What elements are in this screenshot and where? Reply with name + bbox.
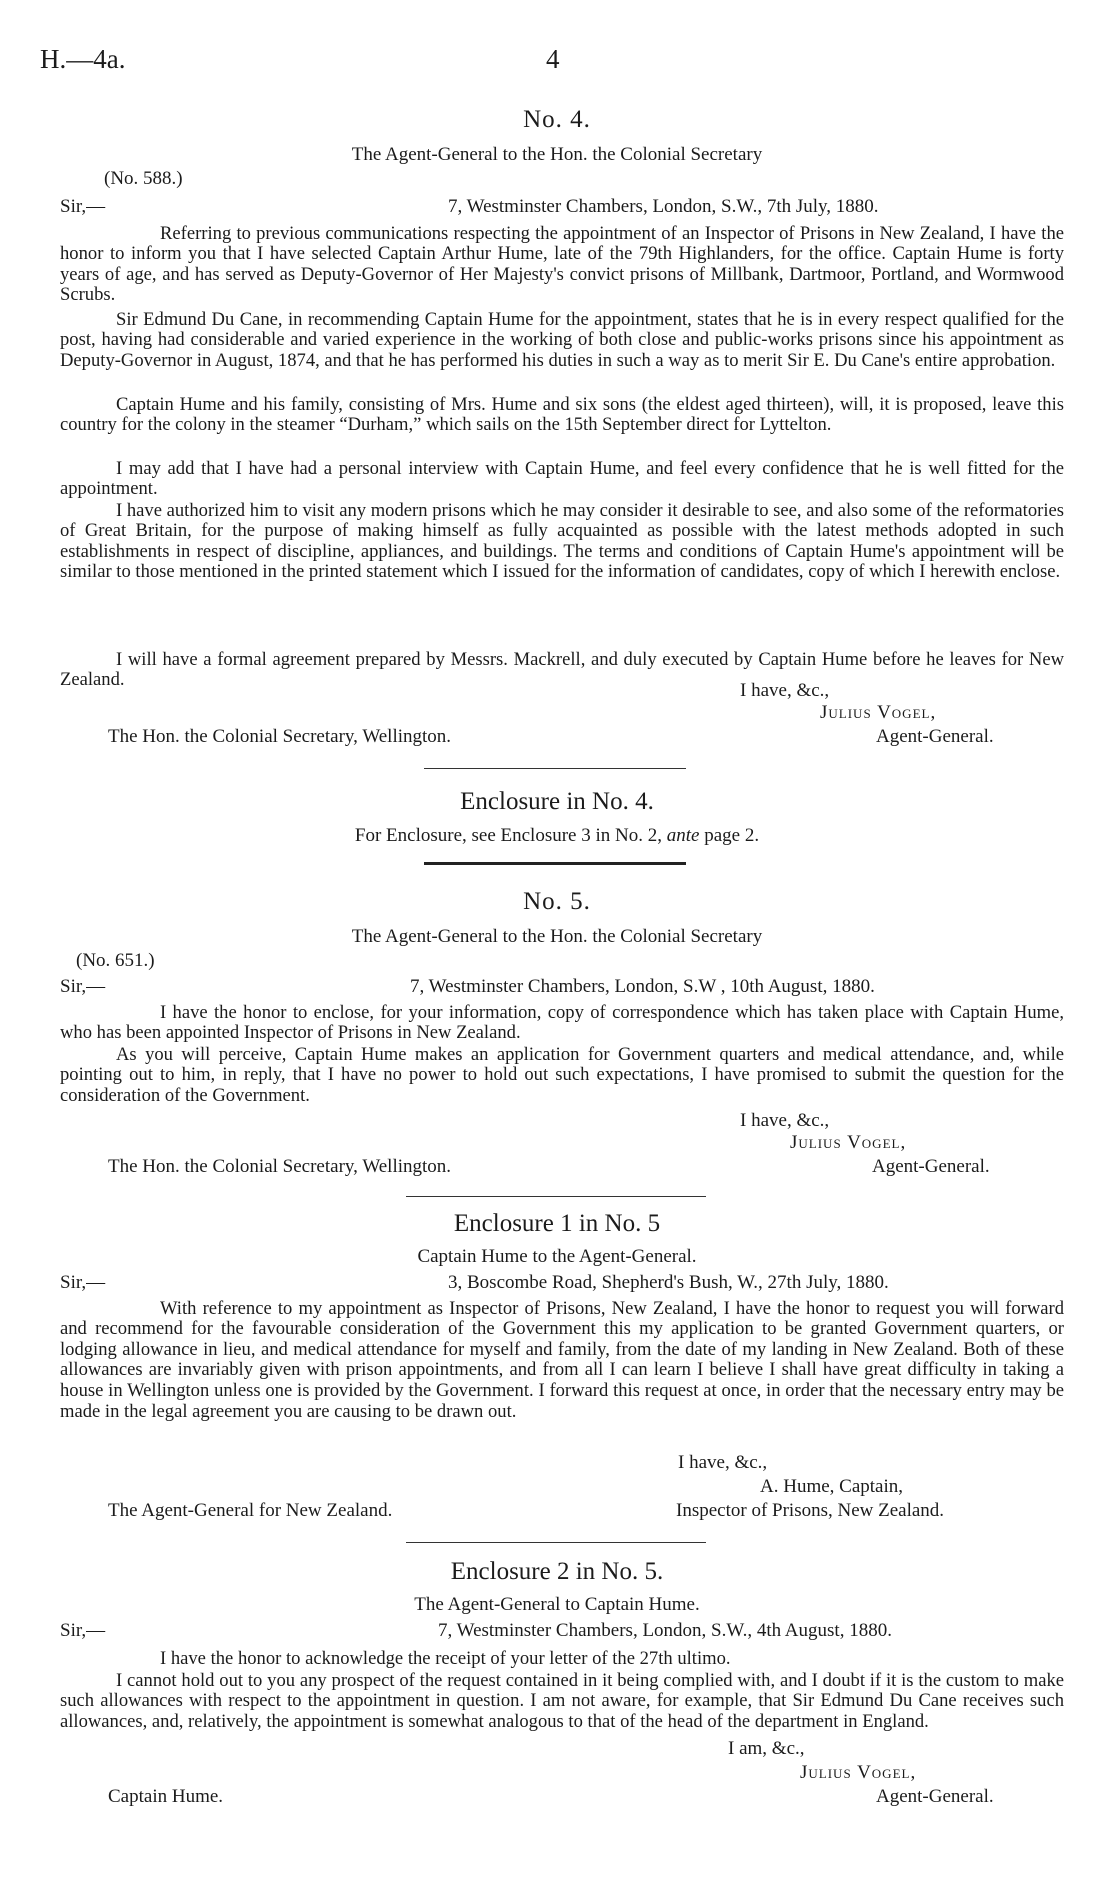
signature: Julius Vogel, xyxy=(790,1132,907,1153)
addressee: The Agent-General for New Zealand. xyxy=(108,1500,393,1521)
addressee: The Hon. the Colonial Secretary, Wellington. xyxy=(108,726,452,747)
section-divider xyxy=(424,768,686,769)
enclosure-title: Enclosure 2 in No. 5. xyxy=(450,1558,664,1585)
letter-address-date: 7, Westminster Chambers, London, S.W., 7th July, 1880. xyxy=(448,196,879,217)
salutation: Sir,— xyxy=(60,1620,106,1641)
letter-heading: The Agent-General to the Hon. the Colonial Secretary xyxy=(351,926,763,947)
enclosure-note-page: page 2. xyxy=(704,825,760,846)
letter-address-date: 7, Westminster Chambers, London, S.W., 4th August, 1880. xyxy=(438,1620,892,1641)
signature: A. Hume, Captain, xyxy=(760,1476,904,1497)
enclosure-note xyxy=(0,825,1114,847)
paragraph: With reference to my appointment as Inspector of Prisons, New Zealand, I have the honor to request you will forward and recommend for the favourable consideration of the Government this my application to be granted Government quarters, or lodging allowance in lieu, and medical attendance for myself and family, from the date of my landing in New Zealand. Both of these allowances are invariably given with prison appointments, and from all I can learn I believe I shall have great difficulty in taking a house in Wellington unless one is provided by the Government. I forward this request at once, in order that the necessary entry may be made in the legal agreement you are causing to be drawn out. xyxy=(60,1297,1064,1422)
closing: I have, &c., xyxy=(740,1110,830,1131)
page-number: 4 xyxy=(546,44,560,74)
section-divider xyxy=(406,1542,706,1543)
signer-title: Agent-General. xyxy=(872,1156,990,1177)
letter-number: (No. 588.) xyxy=(104,168,183,189)
section-divider xyxy=(406,1196,706,1197)
enclosure-title: Enclosure in No. 4. xyxy=(460,788,654,815)
paragraph: I have authorized him to visit any modern prisons which he may consider it desirable to see, and also some of the reformatories of Great Britain, for the purpose of making himself as fully acquainted as possible with the latest methods adopted in such establishments in respect of discipline, appliances, and buildings. The terms and conditions of Captain Hume's appointment will be similar to those mentioned in the printed statement which I issued for the information of candidates, copy of which I herewith enclose. xyxy=(60,499,1064,583)
paragraph: As you will perceive, Captain Hume makes an application for Government quarters and medical attendance, and, while pointing out to him, in reply, that I have no power to hold out such expectations, I have promised to submit the question for the consideration of the Government. xyxy=(60,1043,1064,1106)
paragraph: Referring to previous communications respecting the appointment of an Inspector of Prisons in New Zealand, I have the honor to inform you that I have selected Captain Arthur Hume, late of the 79th Highlanders, for the office. Captain Hume is forty years of age, and has served as Deputy-Governor of Her Majesty's convict prisons of Millbank, Dartmoor, Portland, and Wormwood Scrubs. xyxy=(60,222,1064,306)
paragraph: Sir Edmund Du Cane, in recommending Captain Hume for the appointment, states that he is in every respect qualified for the post, having had considerable and varied experience in the working of both close and public-works prisons since his appointment as Deputy-Governor in August, 1874, and that he has performed his duties in such a way as to merit Sir E. Du Cane's entire approbation. xyxy=(60,308,1064,371)
letter-number: (No. 651.) xyxy=(76,950,155,971)
paragraph: I have the honor to acknowledge the receipt of your letter of the 27th ultimo. xyxy=(160,1647,731,1669)
paragraph: I may add that I have had a personal interview with Captain Hume, and feel every confidence that he is well fitted for the appointment. xyxy=(60,457,1064,500)
signer-title: Agent-General. xyxy=(876,1786,994,1807)
paragraph: Captain Hume and his family, consisting of Mrs. Hume and six sons (the eldest aged thirteen), will, it is proposed, leave this country for the colony in the steamer “Durham,” which sails on the 15th September direct for Lyttelton. xyxy=(60,393,1064,436)
section-title: No. 5. xyxy=(523,888,591,915)
enclosure-note-text: For Enclosure, see Enclosure 3 in No. 2, xyxy=(354,825,662,846)
salutation: Sir,— xyxy=(60,1272,106,1293)
salutation: Sir,— xyxy=(60,976,106,997)
letter-heading: Captain Hume to the Agent-General. xyxy=(417,1246,697,1267)
addressee: The Hon. the Colonial Secretary, Wellington. xyxy=(108,1156,452,1177)
letter-heading: The Agent-General to the Hon. the Colonial Secretary xyxy=(351,144,763,165)
paragraph: I will have a formal agreement prepared by Messrs. Mackrell, and duly executed by Captain Hume before he leaves for New Zealand. xyxy=(60,648,1064,691)
paragraph: I cannot hold out to you any prospect of the request contained in it being complied with, and I doubt if it is the custom to make such allowances with respect to the appointment in question. I am not aware, for example, that Sir Edmund Du Cane receives such allowances, and, relatively, the appointment is somewhat analogous to that of the head of the department in England. xyxy=(60,1669,1064,1732)
section-title: No. 4. xyxy=(523,106,591,133)
enclosure-title: Enclosure 1 in No. 5 xyxy=(453,1210,661,1237)
letter-heading: The Agent-General to Captain Hume. xyxy=(414,1594,700,1615)
document-reference: H.—4a. xyxy=(40,44,126,74)
signer-title: Agent-General. xyxy=(876,726,994,747)
signature: Julius Vogel, xyxy=(800,1762,917,1783)
letter-address-date: 7, Westminster Chambers, London, S.W , 10th August, 1880. xyxy=(410,976,875,997)
closing: I have, &c., xyxy=(678,1452,768,1473)
closing: I am, &c., xyxy=(728,1738,805,1759)
letter-address-date: 3, Boscombe Road, Shepherd's Bush, W., 27th July, 1880. xyxy=(448,1272,889,1293)
salutation: Sir,— xyxy=(60,196,106,217)
signer-title: Inspector of Prisons, New Zealand. xyxy=(676,1500,945,1521)
closing: I have, &c., xyxy=(740,680,830,701)
section-divider xyxy=(424,862,686,865)
paragraph: I have the honor to enclose, for your information, copy of correspondence which has taken place with Captain Hume, who has been appointed Inspector of Prisons in New Zealand. xyxy=(60,1001,1064,1044)
addressee: Captain Hume. xyxy=(108,1786,224,1807)
enclosure-note-italic: ante xyxy=(666,825,700,846)
signature: Julius Vogel, xyxy=(820,702,937,723)
